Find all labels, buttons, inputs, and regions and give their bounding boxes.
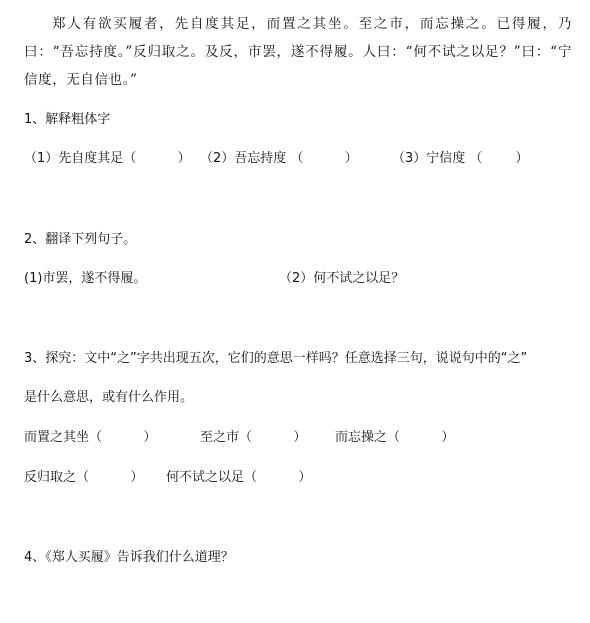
question-1-title: 1、解释粗体字 bbox=[24, 112, 111, 127]
question-3-title-line-2: 是什么意思，或有什么作用。 bbox=[24, 390, 194, 405]
question-3-row-2-item-2: 何不试之以足（ ） bbox=[166, 470, 312, 485]
question-3-row-1-item-2: 至之市（ ） bbox=[200, 430, 307, 445]
question-2-item-2: （2）何不试之以足？ bbox=[279, 271, 405, 286]
question-1-item-3: （3）宁信度 （ ） bbox=[392, 151, 529, 166]
question-3-title-line-1: 3、探究：文中“之”字共出现五次，它们的意思一样吗？任意选择三句，说说句中的“之” bbox=[24, 351, 528, 366]
question-1-item-2: （2）吾忘持度 （ ） bbox=[200, 151, 358, 166]
classical-passage: 郑人有欲买履者，先自度其足，而置之其坐。至之市，而忘操之。已得履，乃曰：“吾忘持度。”反归取之。及反，市罢，遂不得履。人曰：“何不试之以足？”曰：“宁信度，无自信也。” bbox=[24, 16, 572, 88]
question-1-item-1: （1）先自度其足（ ） bbox=[24, 151, 191, 166]
question-4-title: 4、《郑人买履》告诉我们什么道理？ bbox=[24, 550, 234, 565]
question-2-title: 2、翻译下列句子。 bbox=[24, 232, 137, 247]
question-3-row-1-item-3: 而忘操之（ ） bbox=[335, 430, 455, 445]
question-3-row-1-item-1: 而置之其坐（ ） bbox=[24, 430, 157, 445]
question-2-item-1: (1)市罢，遂不得履。 bbox=[24, 271, 147, 286]
question-3-row-2-item-1: 反归取之（ ） bbox=[24, 470, 144, 485]
